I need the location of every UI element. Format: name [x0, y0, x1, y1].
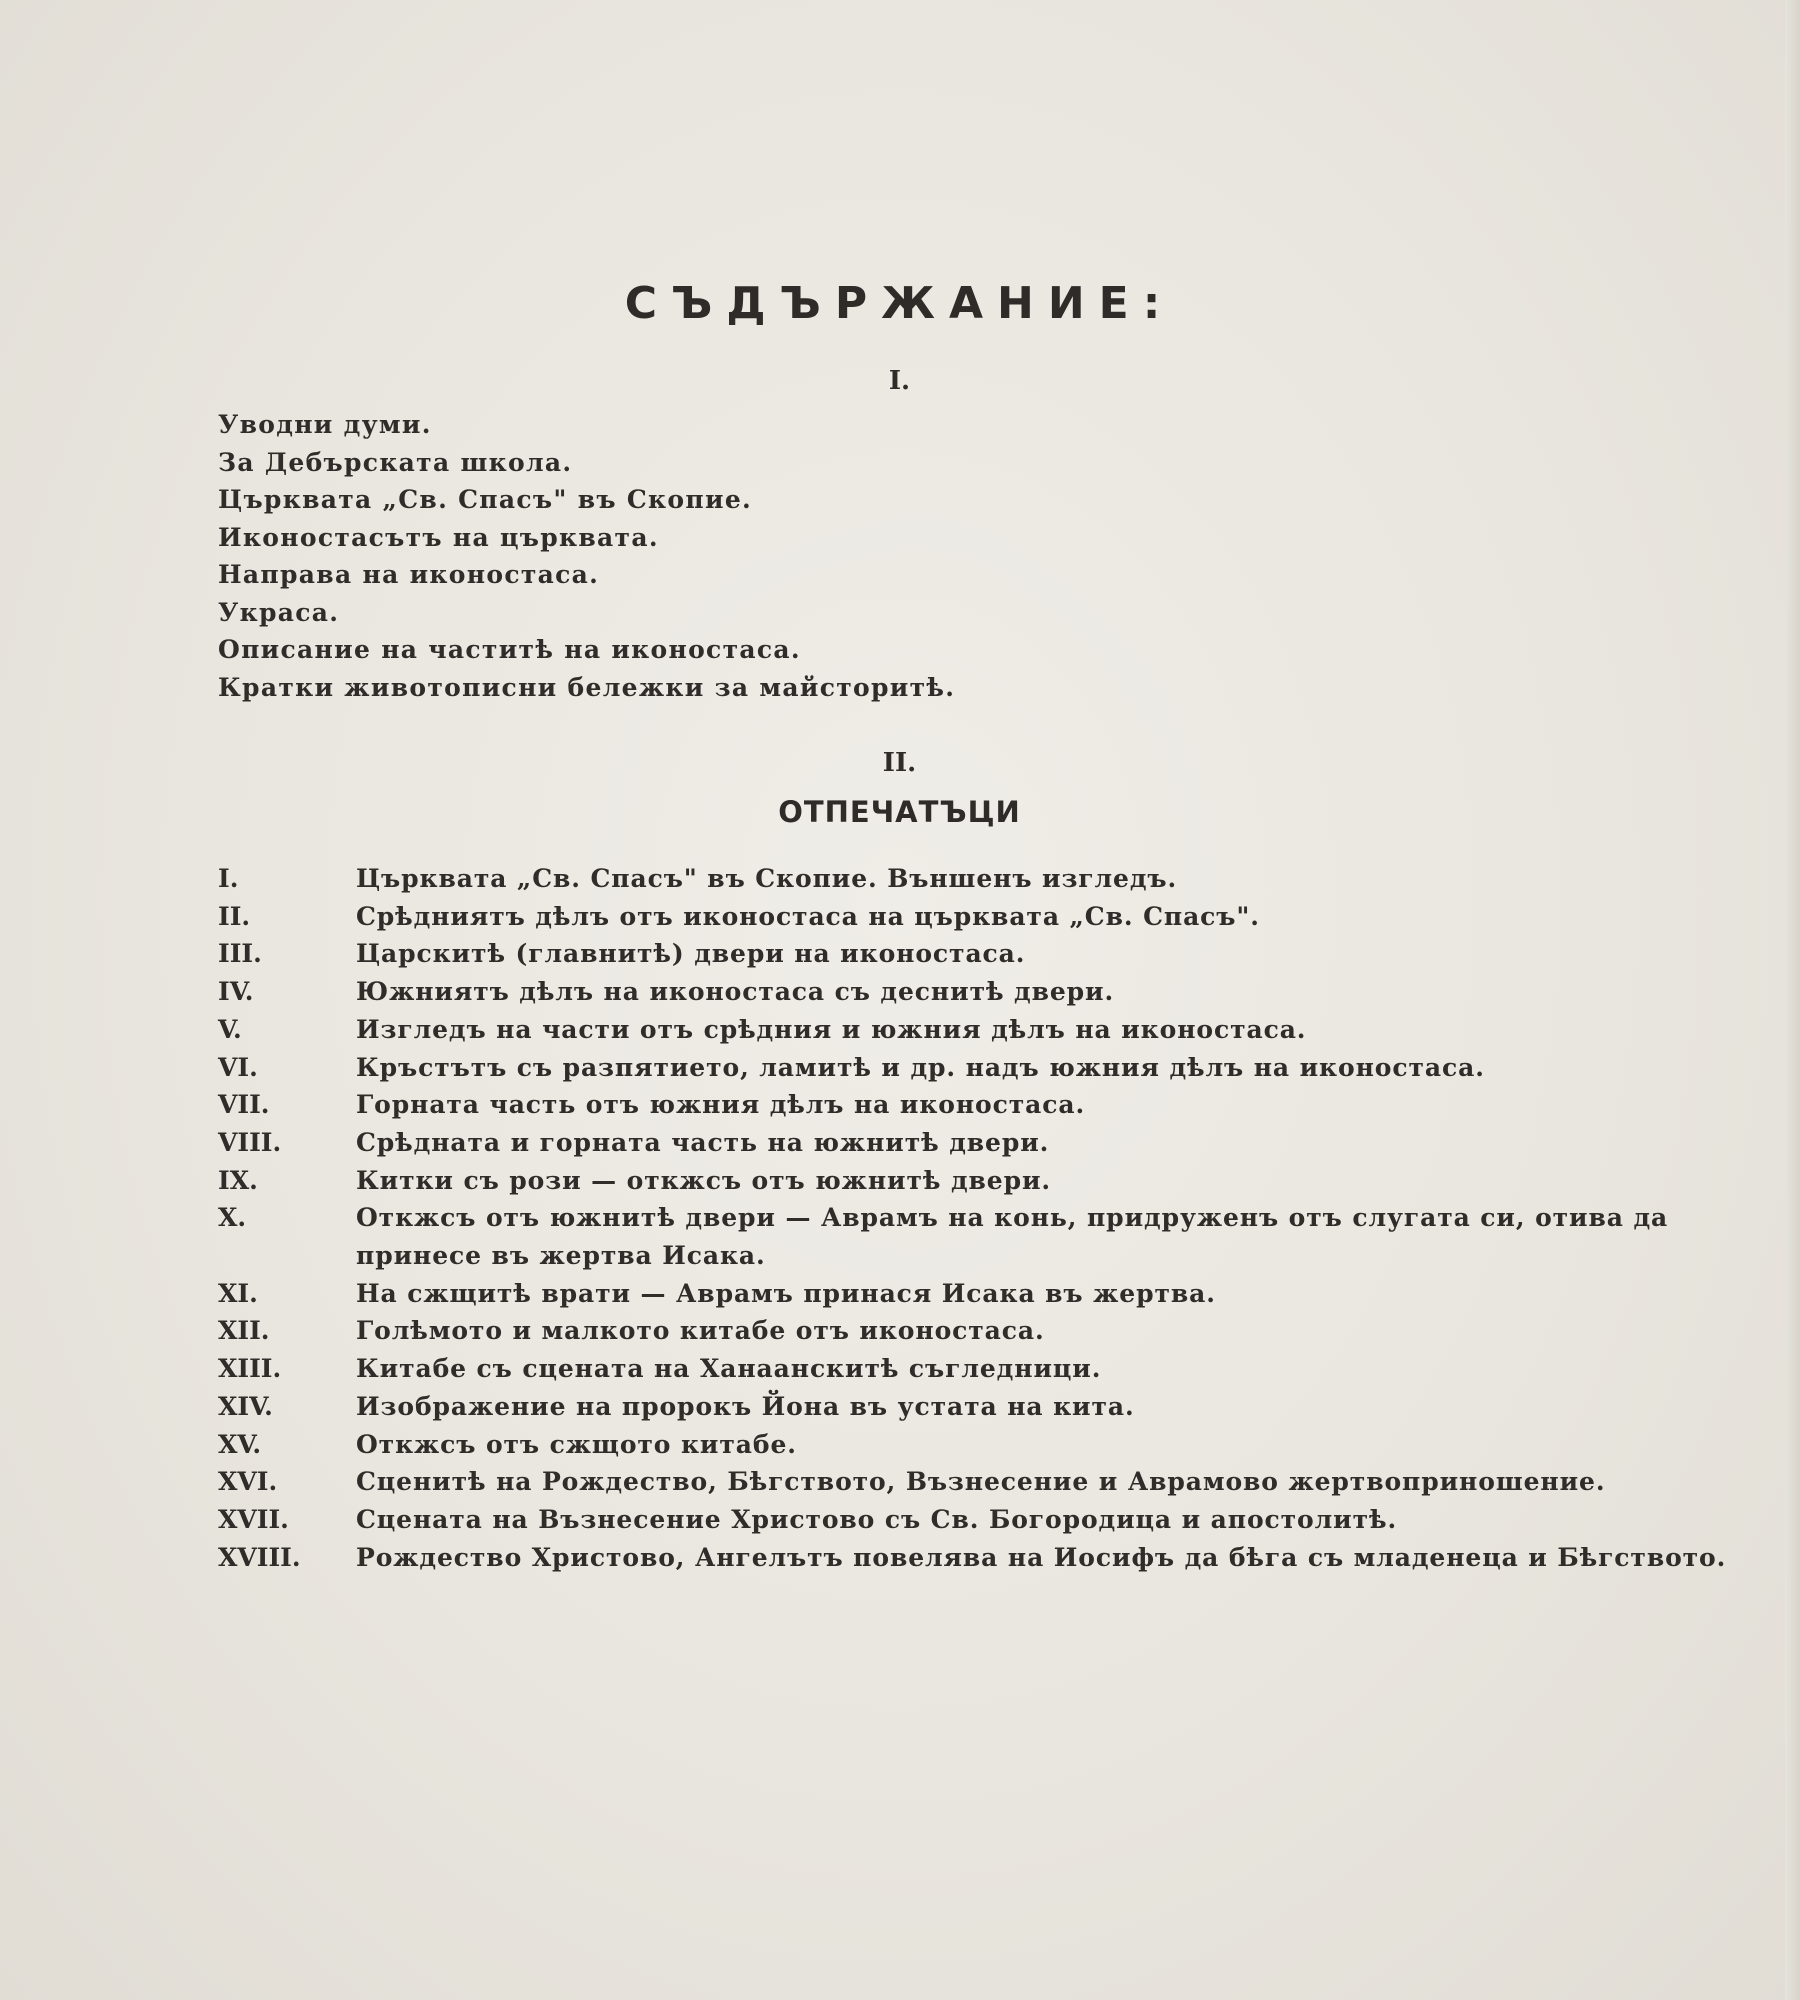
- plate-number: XIII.: [218, 1354, 282, 1384]
- plate-entry: [218, 860, 1688, 898]
- plate-number: V.: [218, 1014, 242, 1044]
- plate-entry: [218, 973, 1688, 1011]
- plate-entry: [218, 898, 1688, 936]
- plate-caption-line: Китки съ рози — откжсъ отъ южнитѣ двери.: [356, 1165, 1052, 1195]
- plate-caption-line: принесе въ жертва Исака.: [356, 1241, 766, 1271]
- toc-item: Направа на иконостаса.: [218, 560, 600, 589]
- plate-number: VI.: [218, 1052, 258, 1082]
- plate-number: XV.: [218, 1429, 262, 1459]
- plate-number: IV.: [218, 977, 254, 1007]
- plate-number: II.: [218, 901, 251, 931]
- plate-number: XI.: [218, 1278, 258, 1308]
- plate-entry: [218, 1463, 1688, 1501]
- plate-caption: [356, 1463, 1688, 1501]
- plate-caption-line: Срѣдниятъ дѣлъ отъ иконостаса на църквата „Св. Спасъ".: [356, 901, 1260, 931]
- plate-entry: [218, 1049, 1688, 1087]
- plate-caption-line: Изгледъ на части отъ срѣдния и южния дѣлъ на иконостаса.: [356, 1014, 1307, 1044]
- plate-number: XVI.: [218, 1467, 278, 1497]
- plate-entry: [218, 1124, 1688, 1162]
- plate-caption-line: Царскитѣ (главнитѣ) двери на иконостаса.: [356, 939, 1026, 969]
- plate-number: XVII.: [218, 1504, 289, 1534]
- plate-caption: [356, 1162, 1688, 1200]
- toc-item: Иконостасътъ на църквата.: [218, 522, 659, 552]
- toc-item: Описание на частитѣ на иконостаса.: [218, 635, 801, 664]
- plate-number: X.: [218, 1203, 247, 1233]
- plate-caption-line: Китабе съ сцената на Ханаанскитѣ съгледници.: [356, 1354, 1102, 1384]
- plate-caption-line: Сцената на Възнесение Христово съ Св. Богородица и апостолитѣ.: [356, 1504, 1398, 1534]
- section-1-list: [218, 406, 955, 706]
- plate-caption: [356, 1426, 1688, 1464]
- plate-caption-line: Южниятъ дѣлъ на иконостаса съ деснитѣ двери.: [356, 977, 1115, 1007]
- plate-entry: [218, 1086, 1688, 1124]
- plate-caption: [356, 1539, 1726, 1577]
- plate-caption-line: Срѣдната и горната часть на южнитѣ двери.: [356, 1127, 1050, 1157]
- plate-number: VIII.: [218, 1127, 282, 1157]
- toc-item: Украса.: [218, 597, 340, 627]
- plate-caption-line: Горната часть отъ южния дѣлъ на иконостаса.: [356, 1090, 1086, 1120]
- plate-number: XIV.: [218, 1391, 273, 1421]
- plate-caption-line: Изображение на пророкъ Йона въ устата на кита.: [356, 1391, 1135, 1421]
- section-2-number: II.: [882, 748, 917, 778]
- plate-entry: [218, 1426, 1688, 1464]
- toc-item: За Дебърската школа.: [218, 447, 573, 477]
- plate-caption: [356, 935, 1688, 973]
- plate-caption-line: Рождество Христово, Ангелътъ повелява на Иосифъ да бѣга съ младенеца и Бѣгството.: [356, 1542, 1727, 1572]
- plate-caption: [356, 1312, 1688, 1350]
- plate-caption-line: Откжсъ отъ южнитѣ двери — Аврамъ на конь, придруженъ отъ слугата си, отива да: [356, 1203, 1669, 1233]
- plate-number: IX.: [218, 1165, 258, 1195]
- plate-caption: [356, 1049, 1688, 1087]
- toc-item: Уводни думи.: [218, 410, 432, 439]
- plates-list: [218, 860, 1727, 1576]
- plate-caption-line: Голѣмото и малкото китабе отъ иконостаса.: [356, 1316, 1045, 1346]
- plate-caption: [356, 1124, 1688, 1162]
- plate-caption-line: Сценитѣ на Рождество, Бѣгството, Възнесение и Аврамово жертвоприношение.: [356, 1467, 1606, 1497]
- plate-number: XVIII.: [218, 1542, 301, 1572]
- plate-caption: [356, 1199, 1688, 1274]
- plate-caption: [356, 973, 1688, 1011]
- plate-caption-line: На сжщитѣ врати — Аврамъ принася Исака въ жертва.: [356, 1278, 1216, 1308]
- toc-item: Кратки животописни бележки за майсторитѣ.: [218, 672, 956, 702]
- plate-entry: [218, 935, 1688, 973]
- section-2-heading: ОТПЕЧАТЪЦИ: [778, 795, 1021, 829]
- plate-caption-line: Църквата „Св. Спасъ" въ Скопие. Външенъ изгледъ.: [356, 864, 1178, 893]
- plate-number: I.: [218, 864, 239, 893]
- plate-caption: [356, 898, 1688, 936]
- plate-caption: [356, 860, 1688, 898]
- plate-entry: [218, 1162, 1688, 1200]
- plate-caption: [356, 1350, 1688, 1388]
- plate-entry: [218, 1350, 1688, 1388]
- plate-caption: [356, 1011, 1688, 1049]
- plate-entry: [218, 1501, 1688, 1539]
- plate-caption: [356, 1388, 1688, 1426]
- plate-entry: [218, 1011, 1688, 1049]
- plate-caption: [356, 1086, 1688, 1124]
- plate-entry: [218, 1388, 1688, 1426]
- plate-caption: [356, 1501, 1688, 1539]
- plate-number: III.: [218, 939, 262, 969]
- plate-number: VII.: [218, 1090, 270, 1120]
- page-title: СЪДЪРЖАНИЕ:: [624, 278, 1175, 329]
- plate-entry: [218, 1539, 1727, 1577]
- plate-entry: [218, 1199, 1688, 1274]
- plate-entry: [218, 1275, 1688, 1313]
- plate-number: XII.: [218, 1316, 270, 1346]
- plate-caption-line: Откжсъ отъ сжщото китабе.: [356, 1429, 797, 1459]
- plate-entry: [218, 1312, 1688, 1350]
- plate-caption-line: Кръстътъ съ разпятието, ламитѣ и др. надъ южния дѣлъ на иконостаса.: [356, 1052, 1485, 1082]
- plate-caption: [356, 1275, 1688, 1313]
- section-1-number: I.: [888, 366, 911, 396]
- toc-item: Църквата „Св. Спасъ" въ Скопие.: [218, 485, 753, 514]
